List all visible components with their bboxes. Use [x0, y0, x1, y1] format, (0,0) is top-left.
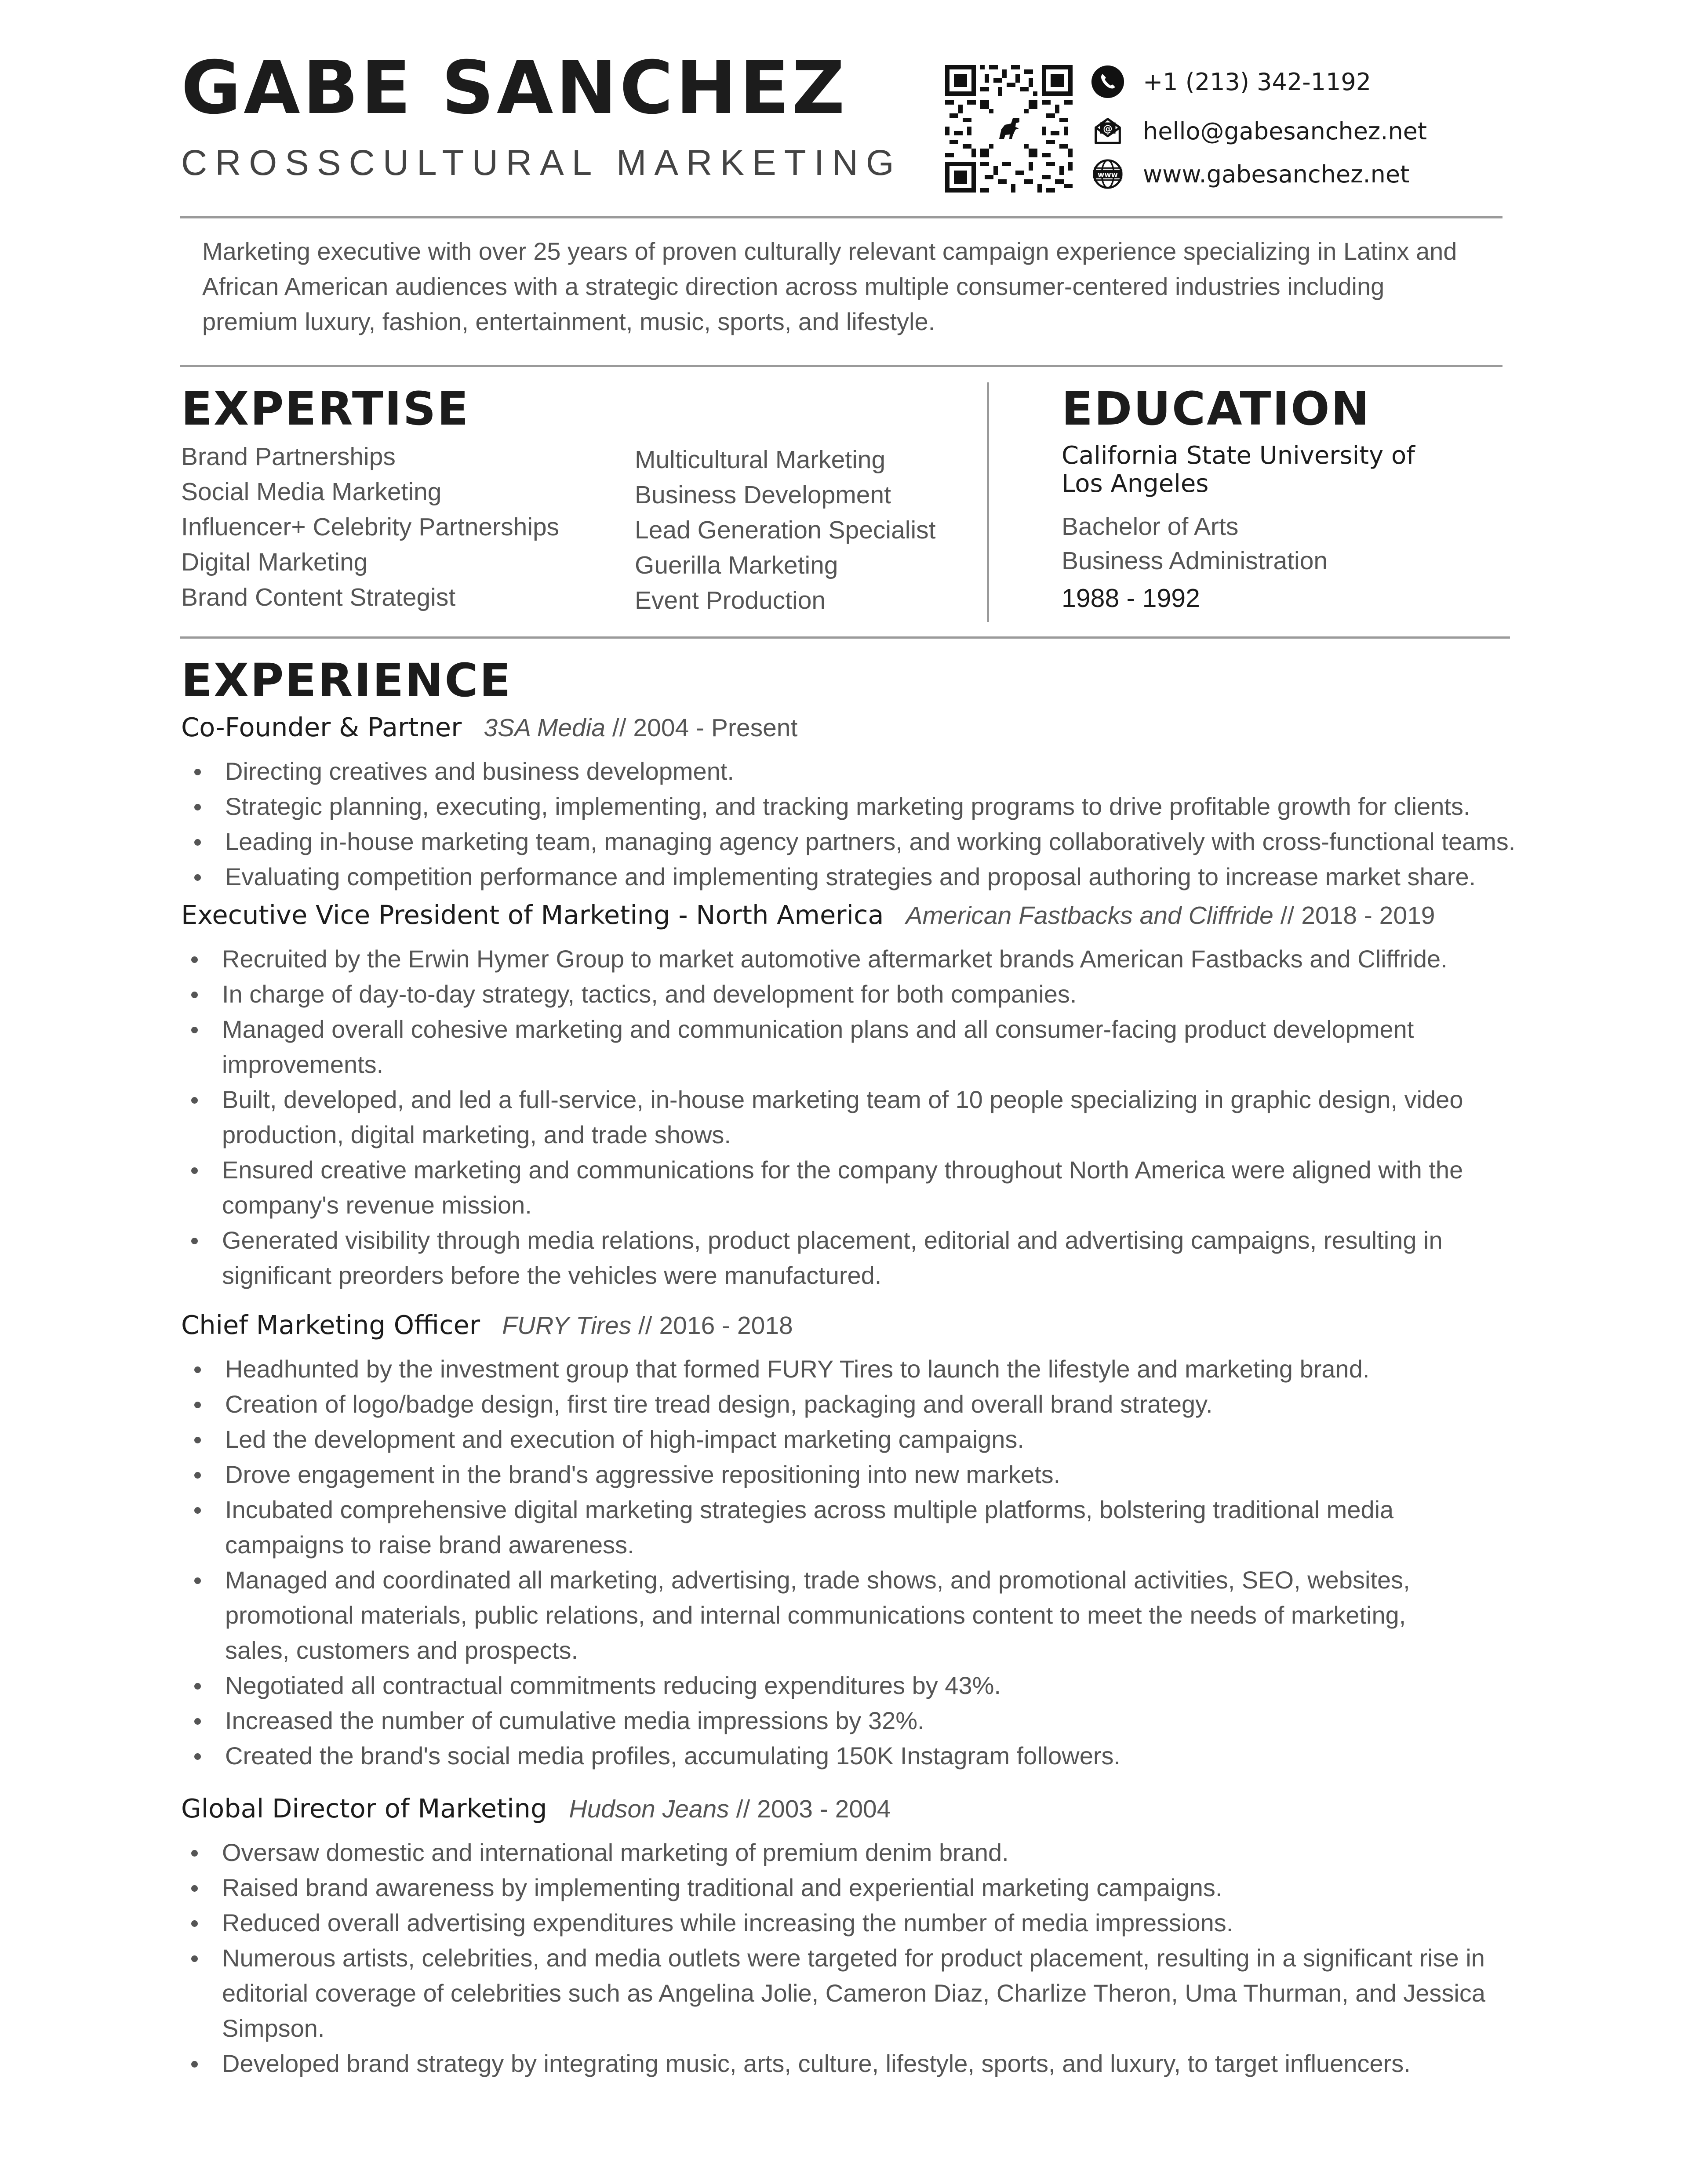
- job-meta: [569, 1795, 891, 1823]
- list-item: Influencer+ Celebrity Partnerships: [181, 513, 560, 541]
- expertise-list-2: [635, 442, 935, 618]
- list-item: Managed overall cohesive marketing and communication plans and all consumer-facing product development improvements.: [222, 1012, 1530, 1082]
- list-item: Created the brand's social media profiles, accumulating 150K Instagram followers.: [225, 1738, 1456, 1773]
- education-years: 1988 - 1992: [1062, 584, 1200, 613]
- job-bullets: [225, 754, 1588, 894]
- job-company: Hudson Jeans: [569, 1795, 729, 1823]
- job-meta: [906, 901, 1435, 930]
- list-item: Numerous artists, celebrities, and media outlets were targeted for product placement, resulting in a significant rise in editorial coverage of celebrities such as Angelina Jolie, Cameron Diaz, Charlize Theron, Uma Thurman, and Jessica Simpson.: [222, 1941, 1536, 2046]
- contact-phone[interactable]: [1090, 64, 1371, 99]
- list-item: Multicultural Marketing: [635, 446, 886, 474]
- list-item: Strategic planning, executing, implementing, and tracking marketing programs to drive profitable growth for clients.: [225, 789, 1588, 824]
- job-bullets: [225, 1352, 1456, 1773]
- job-bullets: [222, 941, 1530, 1293]
- list-item: Directing creatives and business development.: [225, 754, 1588, 789]
- list-item: Evaluating competition performance and implementing strategies and proposal authoring to increase market share.: [225, 859, 1588, 894]
- job-dates: // 2004 - Present: [612, 714, 798, 742]
- list-item: Developed brand strategy by integrating music, arts, culture, lifestyle, sports, and luxury, to target influencers.: [222, 2046, 1536, 2081]
- professional-summary: Marketing executive with over 25 years of proven culturally relevant campaign experience specializing in Latinx and African American audiences with a strategic direction across multiple consumer-centered industries including premium luxury, fashion, entertainment, music, sports, and lifestyle.: [202, 237, 1457, 335]
- email-icon: [1090, 113, 1125, 149]
- job-header: [181, 1795, 891, 1822]
- list-item: Leading in-house marketing team, managing agency partners, and working collaboratively with cross-functional teams.: [225, 824, 1588, 859]
- summary-divider: [180, 365, 1502, 367]
- education-field: Business Administration: [1062, 547, 1328, 575]
- list-item: Led the development and execution of high-impact marketing campaigns.: [225, 1422, 1456, 1457]
- education-divider: [180, 636, 1510, 639]
- list-item: Raised brand awareness by implementing traditional and experiential marketing campaigns.: [222, 1870, 1536, 1905]
- job-company: American Fastbacks and Cliffride: [906, 901, 1273, 930]
- list-item: Creation of logo/badge design, first tire tread design, packaging and overall brand strategy.: [225, 1387, 1456, 1422]
- list-item: Reduced overall advertising expenditures while increasing the number of media impressions.: [222, 1905, 1536, 1941]
- list-item: Increased the number of cumulative media impressions by 32%.: [225, 1703, 1456, 1738]
- list-item: Incubated comprehensive digital marketing strategies across multiple platforms, bolstering traditional media campaigns to raise brand awareness.: [225, 1492, 1456, 1563]
- expertise-list-1: [181, 439, 559, 615]
- qr-code-icon[interactable]: [945, 65, 1073, 193]
- list-item: Generated visibility through media relations, product placement, editorial and advertising campaigns, resulting in significant preorders before the vehicles were manufactured.: [222, 1223, 1530, 1293]
- list-item: Headhunted by the investment group that formed FURY Tires to launch the lifestyle and marketing brand.: [225, 1352, 1456, 1387]
- phone-number: +1 (213) 342-1192: [1143, 68, 1372, 96]
- list-item: Event Production: [635, 586, 826, 614]
- education-school: California State University of Los Angeles: [1062, 441, 1415, 498]
- list-item: Drove engagement in the brand's aggressive repositioning into new markets.: [225, 1457, 1456, 1492]
- job-bullets: [222, 1835, 1536, 2081]
- job-meta: [484, 714, 797, 742]
- website-url: www.gabesanchez.net: [1143, 160, 1410, 188]
- list-item: Ensured creative marketing and communications for the company throughout North America were aligned with the company's revenue mission.: [222, 1152, 1530, 1223]
- section-vertical-divider: [987, 382, 989, 622]
- list-item: Managed and coordinated all marketing, advertising, trade shows, and promotional activities, SEO, websites, promotional materials, public relations, and internal communications content to meet the needs of marketing, sales, customers and prospects.: [225, 1563, 1456, 1668]
- svg-text:www: www: [1098, 171, 1118, 179]
- job-meta: [502, 1312, 793, 1340]
- phone-icon: [1090, 64, 1125, 99]
- list-item: Brand Content Strategist: [181, 583, 456, 611]
- list-item: Business Development: [635, 481, 891, 509]
- list-item: Negotiated all contractual commitments reducing expenditures by 43%.: [225, 1668, 1456, 1703]
- job-company: FURY Tires: [502, 1312, 632, 1340]
- candidate-tagline: CROSSCULTURAL MARKETING: [181, 143, 902, 183]
- list-item: Digital Marketing: [181, 548, 368, 576]
- expertise-heading: EXPERTISE: [181, 382, 470, 436]
- svg-text:@: @: [1103, 123, 1113, 134]
- candidate-name: GABE SANCHEZ: [181, 46, 848, 131]
- job-title: Executive Vice President of Marketing - North America: [181, 900, 884, 930]
- job-header: [181, 902, 1435, 928]
- education-heading: EDUCATION: [1062, 382, 1371, 436]
- experience-heading: EXPERIENCE: [181, 654, 512, 707]
- job-header: [181, 714, 797, 741]
- job-company: 3SA Media: [484, 714, 606, 742]
- job-title: Co-Founder & Partner: [181, 712, 462, 742]
- job-dates: // 2003 - 2004: [736, 1795, 891, 1823]
- job-title: Chief Marketing Officer: [181, 1310, 480, 1340]
- education-degree: Bachelor of Arts: [1062, 512, 1239, 541]
- list-item: Lead Generation Specialist: [635, 516, 936, 544]
- list-item: Built, developed, and led a full-service, in-house marketing team of 10 people specializing in graphic design, video production, digital marketing, and trade shows.: [222, 1082, 1530, 1152]
- job-dates: // 2016 - 2018: [638, 1312, 793, 1340]
- email-address: hello@gabesanchez.net: [1143, 117, 1427, 145]
- list-item: Guerilla Marketing: [635, 551, 838, 579]
- job-title: Global Director of Marketing: [181, 1793, 547, 1824]
- list-item: In charge of day-to-day strategy, tactics, and development for both companies.: [222, 977, 1530, 1012]
- list-item: Social Media Marketing: [181, 478, 442, 506]
- list-item: Recruited by the Erwin Hymer Group to market automotive aftermarket brands American Fastbacks and Cliffride.: [222, 941, 1530, 977]
- list-item: Oversaw domestic and international marketing of premium denim brand.: [222, 1835, 1536, 1870]
- header-divider: [180, 216, 1502, 218]
- contact-website[interactable]: [1090, 156, 1409, 192]
- list-item: Brand Partnerships: [181, 443, 396, 471]
- globe-icon: [1090, 156, 1125, 192]
- job-header: [181, 1312, 793, 1338]
- contact-email[interactable]: [1090, 113, 1427, 149]
- job-dates: // 2018 - 2019: [1280, 901, 1435, 930]
